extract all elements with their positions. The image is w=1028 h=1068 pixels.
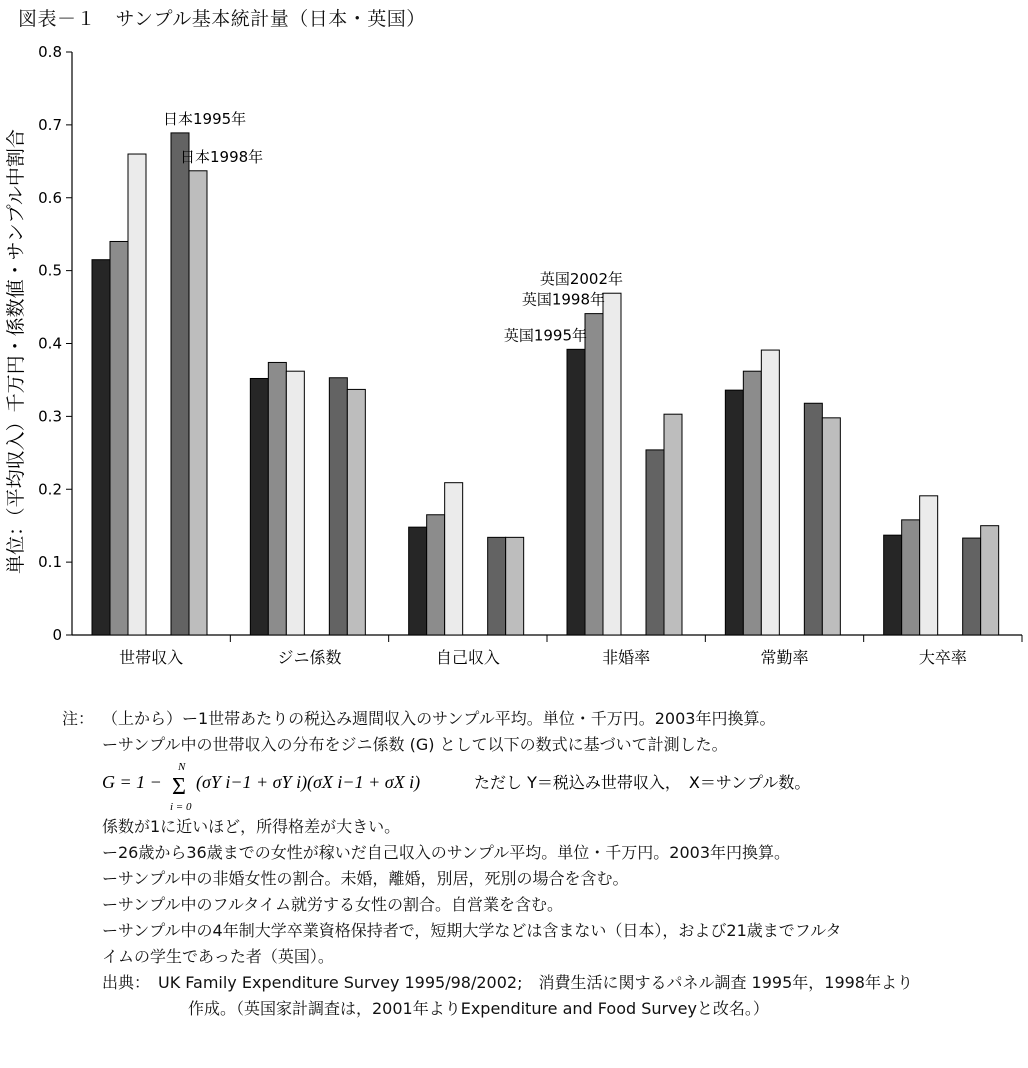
- bar-uk-1-cat-0: [110, 241, 128, 635]
- bar-jp-4-cat-1: [347, 389, 365, 635]
- bar-jp-3-cat-5: [963, 538, 981, 635]
- bar-uk-1-cat-5: [902, 520, 920, 635]
- formula-sum-bottom: i = 0: [170, 801, 192, 813]
- bar-uk-1-cat-4: [743, 371, 761, 635]
- formula-sigma: Σ: [172, 774, 186, 800]
- source-label: 出典：: [102, 973, 151, 992]
- bar-jp-3-cat-4: [804, 403, 822, 635]
- note-line-7: ーサンプル中の4年制大学卒業資格保持者で，短期大学などは含まない（日本），および21歳までフルタ: [102, 921, 842, 940]
- formula-sum-top: N: [178, 761, 186, 773]
- bar-jp-4-cat-4: [822, 418, 840, 635]
- bar-uk-0-cat-1: [250, 378, 268, 635]
- x-tick-label: 大卒率: [918, 648, 967, 667]
- note-line-8: イムの学生であった者（英国）。: [102, 947, 334, 966]
- chart-title: 図表－１ サンプル基本統計量（日本・英国）: [18, 8, 426, 30]
- bar-uk-2-cat-5: [920, 496, 938, 635]
- bar-jp-4-cat-5: [981, 526, 999, 635]
- bar-uk-2-cat-1: [286, 371, 304, 635]
- annotation-label: 日本1995年: [163, 109, 247, 128]
- bar-uk-2-cat-3: [603, 293, 621, 635]
- bar-jp-4-cat-0: [189, 171, 207, 635]
- x-tick-label: 世帯収入: [119, 648, 184, 667]
- y-tick-label: 0.7: [38, 115, 62, 134]
- bar-uk-0-cat-2: [409, 527, 427, 635]
- y-tick-label: 0.5: [38, 261, 62, 280]
- y-tick-label: 0.4: [38, 334, 62, 353]
- x-tick-label: 非婚率: [602, 648, 651, 667]
- y-tick-label: 0.6: [38, 188, 62, 207]
- annotation-label: 英国2002年: [539, 270, 623, 289]
- bar-uk-1-cat-1: [268, 362, 286, 635]
- x-tick-label: 常勤率: [760, 648, 809, 667]
- bar-uk-0-cat-3: [567, 349, 585, 635]
- note-line-6: ーサンプル中のフルタイム就労する女性の割合。自営業を含む。: [102, 895, 563, 914]
- note-line-4: ー26歳から36歳までの女性が稼いだ自己収入のサンプル平均。単位・千万円。2003年円換算。: [102, 843, 790, 862]
- note-label: 注：: [62, 709, 95, 728]
- gini-formula: [62, 758, 1022, 814]
- bar-uk-0-cat-0: [92, 260, 110, 635]
- bar-uk-2-cat-2: [445, 483, 463, 635]
- formula-tail: ただし Y＝税込み世帯収入， X＝サンプル数。: [474, 773, 811, 792]
- y-tick-label: 0: [52, 626, 62, 644]
- note-line-5: ーサンプル中の非婚女性の割合。未婚，離婚，別居，死別の場合を含む。: [102, 869, 629, 888]
- y-axis-label: 単位：（平均収入）千万円・係数値・サンプル中割合: [5, 129, 27, 574]
- annotation-label: 英国1995年: [503, 326, 587, 345]
- note-line-2: ーサンプル中の世帯収入の分布をジニ係数 (G) として以下の数式に基づいて計測した。: [102, 735, 728, 754]
- bar-jp-3-cat-2: [488, 537, 506, 635]
- annotation-label: 日本1998年: [180, 147, 264, 166]
- bar-jp-3-cat-3: [646, 450, 664, 635]
- source-line-2: 作成。（英国家計調査は，2001年よりExpenditure and Food Surveyと改名。）: [188, 999, 769, 1018]
- source-line-1: UK Family Expenditure Survey 1995/98/2002; 消費生活に関するパネル調査 1995年，1998年より: [158, 973, 913, 992]
- bar-jp-3-cat-0: [171, 133, 189, 635]
- bar-uk-0-cat-4: [725, 390, 743, 635]
- y-tick-label: 0.2: [38, 480, 62, 499]
- formula-lhs: G = 1 −: [102, 772, 162, 792]
- y-tick-label: 0.1: [38, 553, 62, 572]
- bar-jp-4-cat-2: [506, 537, 524, 635]
- notes-section: [62, 706, 1022, 1022]
- bar-uk-0-cat-5: [884, 535, 902, 635]
- note-line-3: 係数が1に近いほど，所得格差が大きい。: [102, 817, 401, 836]
- bar-uk-2-cat-4: [761, 350, 779, 635]
- annotation-label: 英国1998年: [521, 290, 605, 309]
- bar-uk-1-cat-3: [585, 314, 603, 635]
- y-tick-label: 0.3: [38, 407, 62, 426]
- formula-body: (σY i−1 + σY i)(σX i−1 + σX i): [196, 772, 421, 792]
- y-tick-label: 0.8: [38, 43, 62, 61]
- bar-jp-4-cat-3: [664, 414, 682, 635]
- bar-uk-2-cat-0: [128, 154, 146, 635]
- note-line-1: （上から）ー1世帯あたりの税込み週間収入のサンプル平均。単位・千万円。2003年円換算。: [102, 709, 776, 728]
- x-tick-label: 自己収入: [435, 648, 500, 667]
- x-tick-label: ジニ係数: [277, 648, 342, 667]
- bar-jp-3-cat-1: [329, 378, 347, 635]
- bar-uk-1-cat-2: [427, 515, 445, 635]
